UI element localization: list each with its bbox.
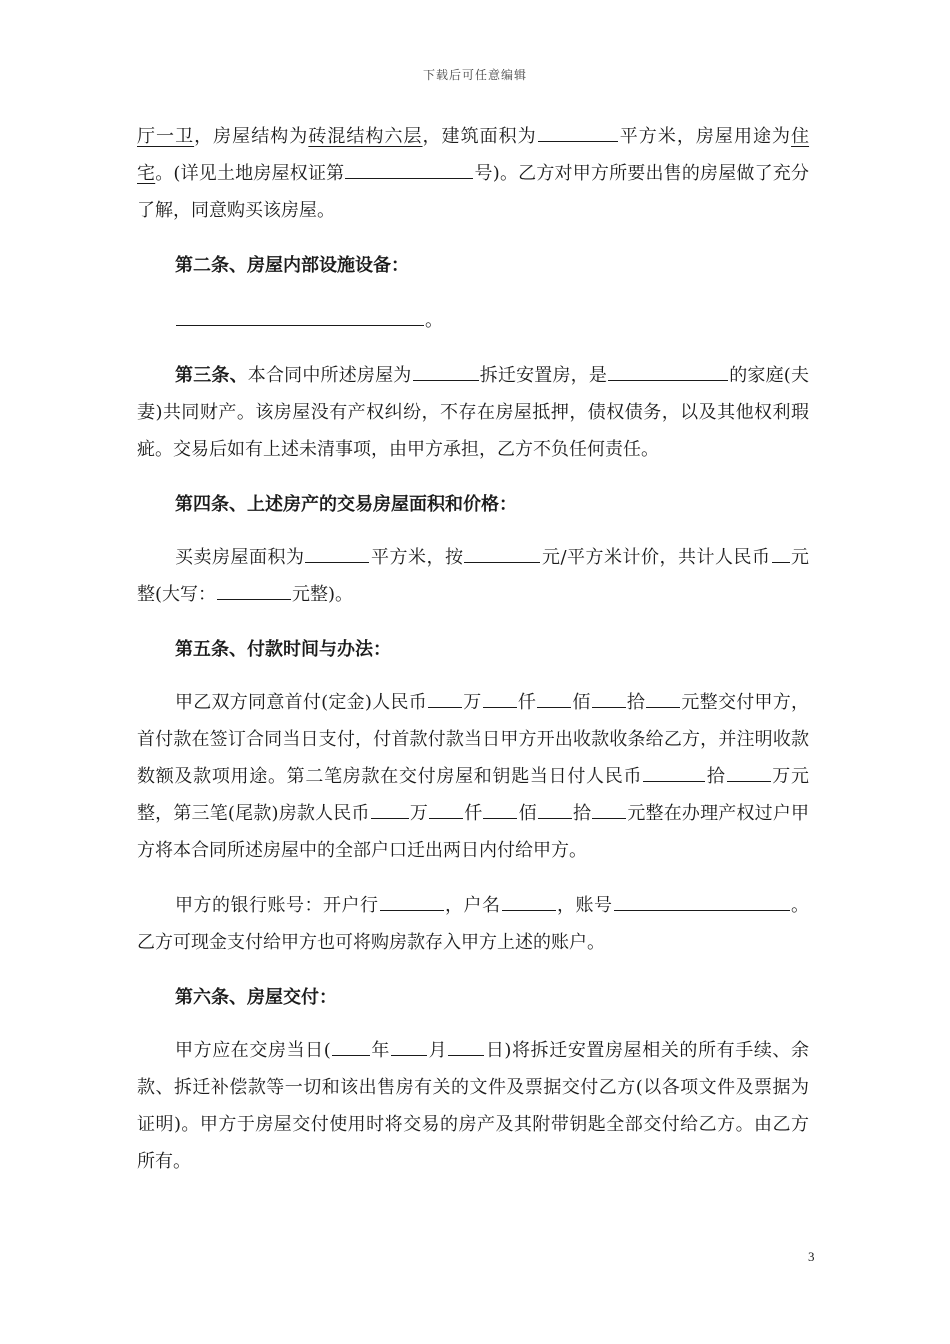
- article-4-paragraph: 买卖房屋面积为 平方米，按 元/平方米计价，共计人民币 元整(大写： 元整)。: [137, 539, 809, 613]
- certificate-number-blank: [345, 160, 473, 179]
- total-price-words-blank: [217, 581, 291, 600]
- usage-value: 住宅: [137, 126, 810, 184]
- article-6-paragraph: 甲方应在交房当日( 年 月 日)将拆迁安置房屋相关的所有手续、余款、拆迁补偿款等一切和该出售房有关的文件及票据交付乙方(以各项文件及票据为证明)。甲方于房屋交付使用时将交易的房产及其附带钥匙全部交付给乙方。由乙方所有。: [137, 1032, 809, 1180]
- article-5-paragraph: 甲乙双方同意首付(定金)人民币 万 仟 佰 拾 元整交付甲方，首付款在签订合同当日支付，付首款付款当日甲方开出收款收条给乙方，并注明收款数额及款项用途。第二笔房款在交付房屋和钥匙当日付人民币 拾 万元整，第三笔(尾款)房款人民币 万 仟 佰 拾 元整在办理产权过户甲方将本合同所述房屋中的全部户口迁出两日内付给甲方。: [137, 684, 809, 869]
- facilities-line: 。: [137, 302, 809, 339]
- account-number-blank: [614, 892, 790, 911]
- article-5-title: 第五条、付款时间与办法：: [175, 639, 391, 660]
- bank-name-blank: [380, 892, 444, 911]
- total-price-blank: [772, 544, 790, 563]
- house-type-blank: [413, 362, 479, 381]
- article-4-title: 第四条、上述房产的交易房屋面积和价格：: [175, 494, 517, 515]
- room-layout-value: 厅一卫: [137, 126, 195, 147]
- bank-account-paragraph: 甲方的银行账号：开户行 ，户名 ，账号 。乙方可现金支付给甲方也可将购房款存入甲方上述的账户。: [137, 887, 809, 961]
- page-header: 下载后可任意编辑: [422, 68, 527, 82]
- contract-body: [137, 118, 809, 1180]
- article-3-lead: 第三条、: [175, 365, 248, 386]
- area-blank: [538, 123, 618, 142]
- account-holder-blank: [502, 892, 556, 911]
- property-description-paragraph: 厅一卫，房屋结构为砖混结构六层，建筑面积为 平方米，房屋用途为住宅。(详见土地房屋权证第 号)。乙方对甲方所要出售的房屋做了充分了解，同意购买该房屋。: [137, 118, 809, 229]
- article-6-title: 第六条、房屋交付：: [175, 987, 337, 1008]
- unit-price-blank: [464, 544, 540, 563]
- article-3-paragraph: 第三条、本合同中所述房屋为 拆迁安置房，是 的家庭(夫妻)共同财产。该房屋没有产权纠纷，不存在房屋抵押，债权债务，以及其他权利瑕疵。交易后如有上述未清事项，由甲方承担，乙方不负任何责任。: [137, 357, 809, 468]
- trade-area-blank: [305, 544, 369, 563]
- structure-value: 砖混结构六层: [308, 126, 423, 147]
- facilities-blank: [176, 307, 424, 326]
- article-2-title: 第二条、房屋内部设施设备：: [175, 255, 409, 276]
- page-number: 3: [808, 1249, 815, 1264]
- owner-blank: [608, 362, 728, 381]
